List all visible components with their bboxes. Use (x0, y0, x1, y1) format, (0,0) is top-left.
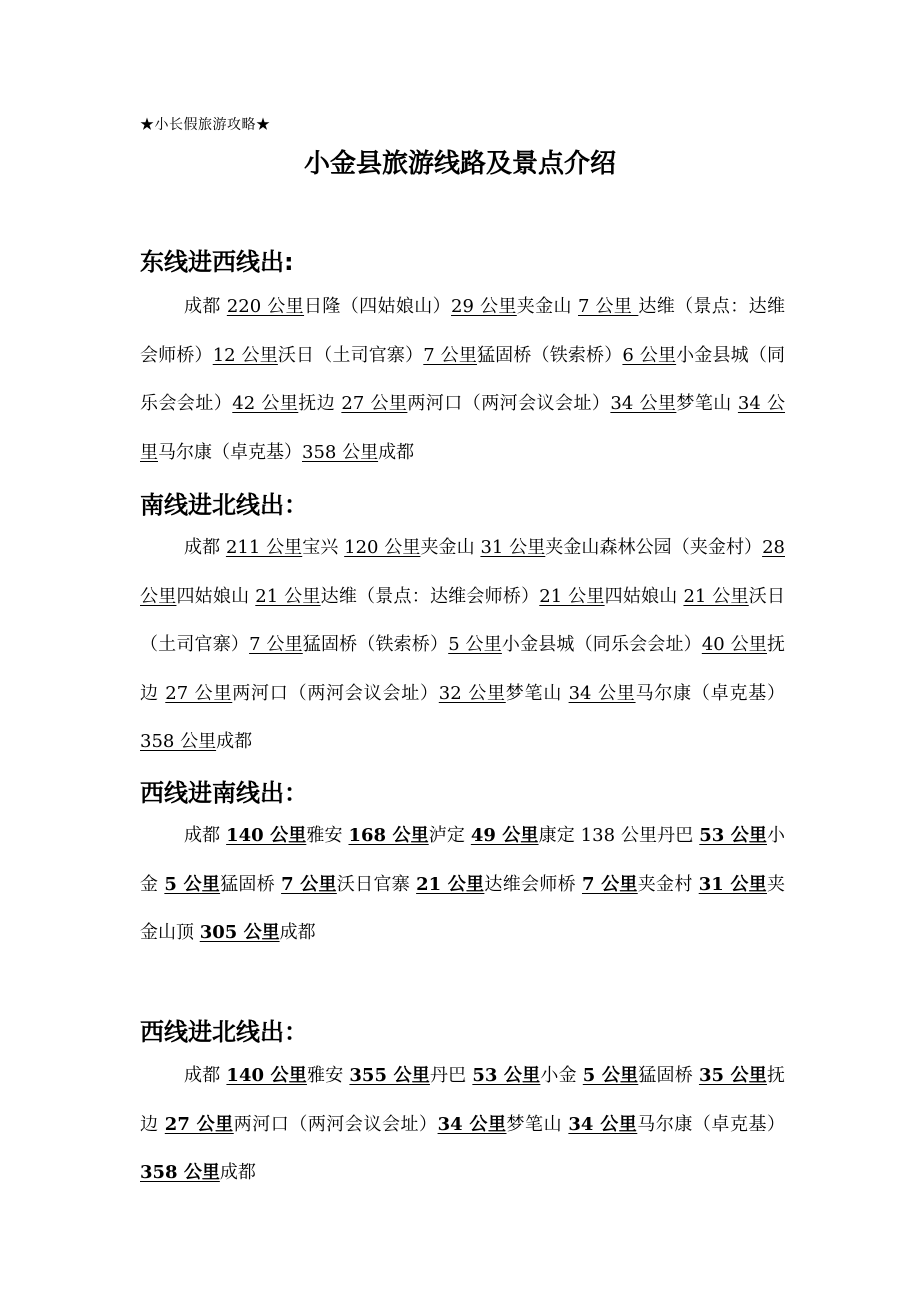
route-stop: 马尔康（卓克基） (158, 441, 302, 463)
route-stop: 宝兴 (302, 537, 345, 558)
route-stop: 夹金山顶 (140, 873, 785, 943)
document-title: 小金县旅游线路及景点介绍 (303, 149, 616, 179)
route-distance: 305 公里 (199, 922, 280, 943)
route-distance: 140 公里 (226, 825, 307, 846)
route-stop: 成都 (184, 296, 227, 317)
route-stop: 猛固桥 (220, 873, 282, 895)
route-stop: 沃日（土司官寨） (277, 344, 424, 366)
route-stop: 达维（景点：达维会师桥） (140, 296, 785, 366)
route-distance: 140 公里 (226, 1065, 307, 1086)
route-stop: 夹金山森林公园（夹金村） (545, 537, 763, 558)
route-distance: 12 公里 (212, 344, 278, 366)
route-distance: 53 公里 (472, 1065, 541, 1086)
route-stop: 小金 (140, 825, 785, 895)
route-stop: 两河口（两河会议会址） (232, 682, 439, 704)
route-stop: 雅安 (306, 825, 349, 846)
route-distance: 5 公里 (164, 873, 221, 895)
route-stop: 两河口（两河会议会址） (233, 1113, 438, 1135)
route-stop: 夹金山 (516, 296, 578, 317)
route-stop: 小金县城（同乐会会址） (501, 634, 702, 655)
route-stop: 成都 (279, 922, 316, 943)
route-distance: 358 公里 (302, 441, 379, 463)
route-heading-east-west: 东线进西线出: (140, 248, 294, 276)
route-stop: 抚边 (140, 1065, 785, 1135)
route-stop: 猛固桥（铁索桥） (477, 344, 623, 366)
route-distance: 168 公里 (348, 825, 429, 846)
route-distance: 34 公里 (437, 1113, 507, 1135)
route-stop: 小金县城（同乐会会址） (140, 344, 786, 414)
route-stop: 泸定 (428, 825, 471, 846)
route-stop: 沃日官寨 (336, 873, 417, 895)
route-distance: 27 公里 (164, 1113, 234, 1135)
route-distance: 21 公里 (683, 585, 749, 607)
route-stop: 抚边 (298, 393, 342, 414)
route-stop: 成都 (184, 825, 227, 846)
route-distance: 6 公里 (622, 344, 677, 366)
route-distance: 28 公里 (140, 537, 785, 607)
route-description-east-west (140, 283, 785, 477)
route-stop: 成都 (184, 537, 226, 558)
route-heading-west-north: 西线进北线出： (140, 1018, 308, 1046)
route-stop: 达维会师桥 (484, 873, 582, 895)
route-distance: 49 公里 (470, 825, 539, 846)
top-note: ★小长假旅游攻略★ (140, 117, 271, 133)
route-stop: 梦笔山 (506, 1113, 569, 1135)
route-stop: 小金 (540, 1065, 583, 1086)
route-distance: 7 公里 (423, 344, 477, 366)
route-stop: 成都 (219, 1162, 256, 1183)
route-distance: 40 公里 (701, 634, 767, 655)
route-stop: 雅安 (306, 1065, 350, 1086)
route-stop: 四姑娘山 (176, 585, 256, 607)
route-distance: 34 公里 (568, 682, 636, 704)
route-stop: 成都 (378, 441, 415, 463)
route-stop: 沃日（土司官寨） (140, 585, 785, 655)
route-stop: 成都 (216, 731, 253, 752)
route-stop: 达维（景点：达维会师桥） (320, 585, 540, 607)
route-distance: 27 公里 (165, 682, 233, 704)
route-distance: 31 公里 (480, 537, 546, 558)
route-distance: 7 公里 (281, 873, 337, 895)
route-distance: 35 公里 (698, 1065, 767, 1086)
route-stop: 丹巴 (429, 1065, 473, 1086)
route-distance: 5 公里 (448, 634, 502, 655)
route-distance: 53 公里 (699, 825, 767, 846)
route-distance: 21 公里 (255, 585, 321, 607)
route-stop: 夹金村 (637, 873, 699, 895)
route-stop: 成都 (184, 1065, 227, 1086)
route-distance: 21 公里 (539, 585, 605, 607)
route-stop: 康定 138 公里丹巴 (538, 825, 700, 846)
route-stop: 马尔康（卓克基） (637, 1113, 786, 1135)
route-distance: 358 公里 (140, 1162, 220, 1183)
route-stop: 梦笔山 (676, 393, 738, 414)
route-distance: 34 公里 (140, 393, 786, 463)
route-description-west-north (140, 1052, 785, 1198)
route-description-south-north (140, 524, 785, 767)
route-heading-south-north: 南线进北线出： (140, 491, 308, 519)
route-description-west-south (140, 812, 785, 958)
route-stop: 日隆（四姑娘山） (304, 296, 452, 317)
route-distance: 7 公里 (249, 634, 303, 655)
route-distance: 358 公里 (140, 731, 217, 752)
route-stop: 两河口（两河会议会址） (407, 393, 611, 414)
route-distance: 29 公里 (451, 296, 517, 317)
route-distance: 31 公里 (698, 873, 767, 895)
route-stop: 夹金山 (420, 537, 481, 558)
route-distance: 211 公里 (225, 537, 303, 558)
route-distance: 21 公里 (416, 873, 485, 895)
route-distance: 220 公里 (226, 296, 305, 317)
route-distance: 355 公里 (349, 1065, 430, 1086)
route-distance: 34 公里 (610, 393, 677, 414)
route-stop: 猛固桥 (638, 1065, 699, 1086)
route-distance: 27 公里 (341, 393, 408, 414)
route-distance: 34 公里 (568, 1113, 638, 1135)
route-stop: 梦笔山 (505, 682, 569, 704)
route-distance: 7 公里 (578, 296, 639, 317)
route-heading-west-south: 西线进南线出： (140, 779, 308, 807)
route-distance: 42 公里 (232, 393, 299, 414)
route-distance: 120 公里 (344, 537, 421, 558)
route-stop: 四姑娘山 (604, 585, 684, 607)
route-distance: 5 公里 (582, 1065, 639, 1086)
route-stop: 抚边 (140, 634, 785, 704)
route-stop: 马尔康（卓克基） (635, 682, 785, 704)
route-stop: 猛固桥（铁索桥） (302, 634, 449, 655)
route-distance: 7 公里 (581, 873, 638, 895)
route-distance: 32 公里 (438, 682, 506, 704)
